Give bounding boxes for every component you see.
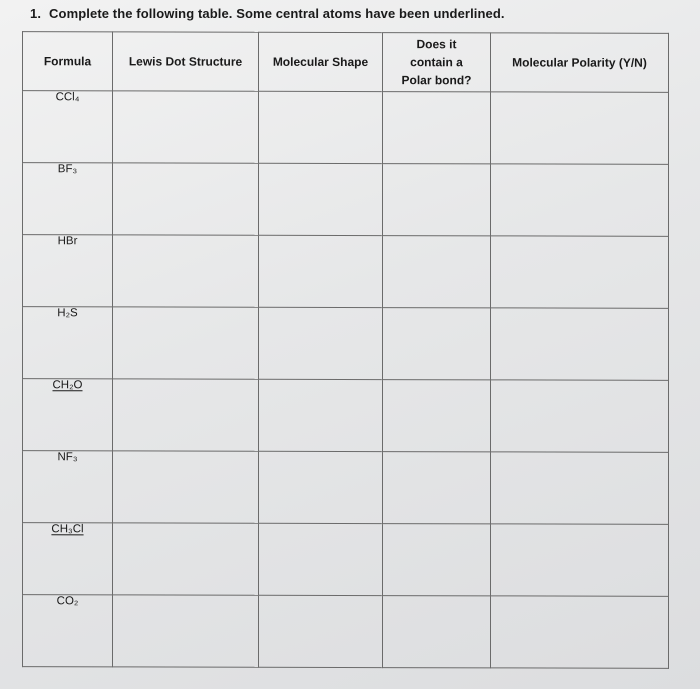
header-formula: Formula <box>23 32 113 91</box>
polar-bond-cell[interactable] <box>383 452 491 524</box>
polarity-cell[interactable] <box>491 596 669 668</box>
formula-text: H₂S <box>57 307 78 320</box>
shape-cell[interactable] <box>259 595 383 667</box>
polarity-cell[interactable] <box>491 236 669 308</box>
shape-cell[interactable] <box>259 307 383 379</box>
polar-bond-cell[interactable] <box>383 236 491 308</box>
question-heading <box>30 6 505 21</box>
lewis-cell[interactable] <box>113 91 259 163</box>
lewis-cell[interactable] <box>113 163 259 235</box>
shape-cell[interactable] <box>259 523 383 595</box>
formula-cell <box>23 379 113 451</box>
formula-text: HBr <box>57 235 78 248</box>
table-row <box>23 91 669 165</box>
formula-cell <box>23 235 113 307</box>
header-polar-bond-line1: Does it <box>416 37 457 52</box>
formula-text: CH₂O <box>52 379 83 392</box>
shape-cell[interactable] <box>259 91 383 163</box>
header-molecular-shape: Molecular Shape <box>259 32 383 91</box>
table-row <box>23 451 669 525</box>
formula-text: BF₃ <box>57 163 78 176</box>
formula-cell <box>23 451 113 523</box>
question-text: Complete the following table. Some central atoms have been underlined. <box>49 6 505 21</box>
header-polar-bond <box>383 33 491 92</box>
polar-bond-cell[interactable] <box>383 164 491 236</box>
formula-cell <box>23 307 113 379</box>
polar-bond-cell[interactable] <box>383 308 491 380</box>
polar-bond-cell[interactable] <box>383 596 491 668</box>
table-row <box>23 595 669 669</box>
question-number: 1. <box>30 6 42 21</box>
lewis-cell[interactable] <box>113 235 259 307</box>
polar-bond-cell[interactable] <box>383 524 491 596</box>
polar-bond-cell[interactable] <box>383 92 491 164</box>
polarity-cell[interactable] <box>491 524 669 596</box>
lewis-cell[interactable] <box>113 379 259 451</box>
polarity-cell[interactable] <box>491 452 669 524</box>
lewis-cell[interactable] <box>113 451 259 523</box>
polarity-cell[interactable] <box>491 308 669 380</box>
shape-cell[interactable] <box>259 379 383 451</box>
lewis-cell[interactable] <box>113 595 259 667</box>
formula-cell <box>23 595 113 667</box>
lewis-cell[interactable] <box>113 307 259 379</box>
shape-cell[interactable] <box>259 163 383 235</box>
formula-cell <box>23 163 113 235</box>
formula-cell <box>23 91 113 163</box>
shape-cell[interactable] <box>259 235 383 307</box>
polarity-cell[interactable] <box>491 164 669 236</box>
formula-cell <box>23 523 113 595</box>
table-row <box>23 235 669 309</box>
table-header-row <box>23 32 669 93</box>
molecule-table <box>22 31 669 669</box>
formula-text: CCl₄ <box>55 91 80 104</box>
table-row <box>23 523 669 597</box>
header-molecular-polarity: Molecular Polarity (Y/N) <box>491 33 669 92</box>
table-row <box>23 163 669 237</box>
formula-text: CO₂ <box>56 595 79 608</box>
polarity-cell[interactable] <box>491 380 669 452</box>
header-polar-bond-line2: contain a <box>410 55 463 70</box>
formula-text: CH₃Cl <box>51 523 84 536</box>
table-row <box>23 379 669 453</box>
polarity-cell[interactable] <box>491 92 669 164</box>
formula-text: NF₃ <box>57 451 78 464</box>
polar-bond-cell[interactable] <box>383 380 491 452</box>
header-lewis-dot-structure: Lewis Dot Structure <box>113 32 259 91</box>
header-polar-bond-line3: Polar bond? <box>401 73 472 88</box>
table-row <box>23 307 669 381</box>
shape-cell[interactable] <box>259 451 383 523</box>
lewis-cell[interactable] <box>113 523 259 595</box>
